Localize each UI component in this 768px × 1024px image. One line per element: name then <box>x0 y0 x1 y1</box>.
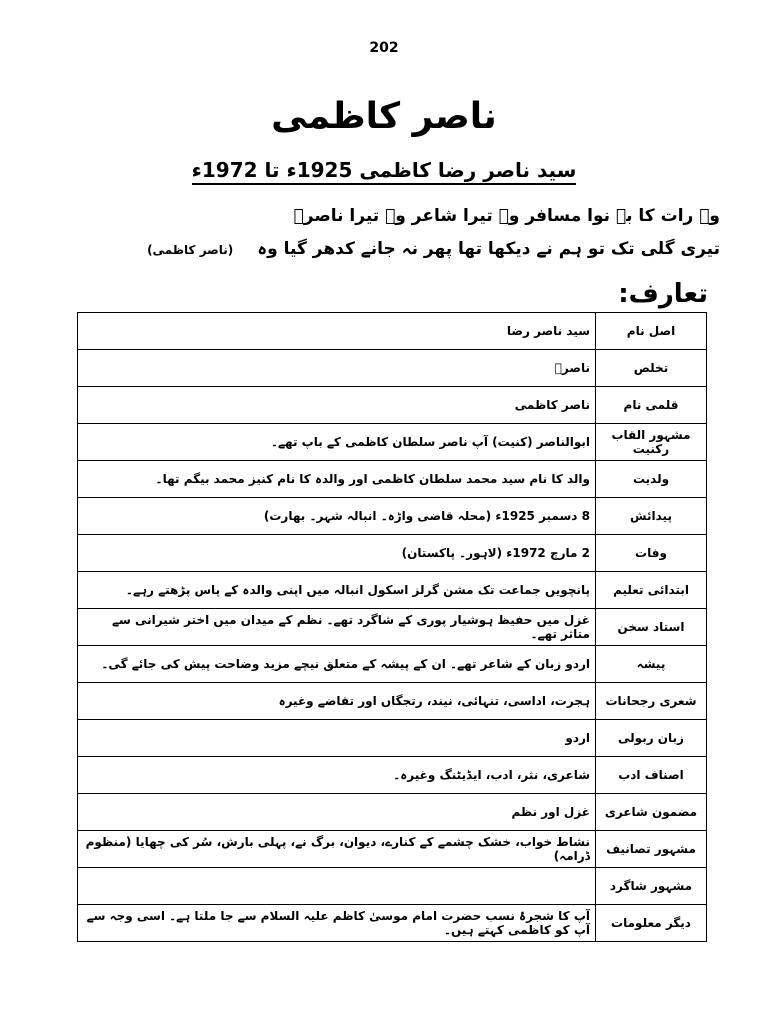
table-row <box>78 794 707 831</box>
table-row <box>78 868 707 905</box>
row-value: ناصرؔ <box>78 350 596 387</box>
row-value: نشاط خواب، خشک چشمے کے کنارے، دیوان، برگ نے، پہلی بارش، سُر کی چھایا (منظوم ڈرامہ) <box>78 831 596 868</box>
table-row <box>78 609 707 646</box>
row-value: اردو زبان کے شاعر تھے۔ ان کے پیشہ کے متعلق نیچے مزید وضاحت پیش کی جائے گی۔ <box>78 646 596 683</box>
page-number: 202 <box>369 40 399 56</box>
row-label: مشہور تصانیف <box>596 831 707 868</box>
introduction-table-body <box>78 313 707 942</box>
table-row <box>78 498 707 535</box>
section-heading-introduction: تعارف: <box>618 279 708 309</box>
table-row <box>78 535 707 572</box>
row-value <box>78 868 596 905</box>
row-label: اصناف ادب <box>596 757 707 794</box>
row-value: آپ کا شجرۂ نسب حضرت امام موسیٰ کاظم علیہ السلام سے جا ملتا ہے۔ اسی وجہ سے آپ کو کاظمی کہتے ہیں۔ <box>78 905 596 942</box>
row-label: دیگر معلومات <box>596 905 707 942</box>
table-row <box>78 424 707 461</box>
row-value: سید ناصر رضا <box>78 313 596 350</box>
row-value: ابوالناصر (کنیت) آپ ناصر سلطان کاظمی کے باپ تھے۔ <box>78 424 596 461</box>
row-value: ہجرت، اداسی، تنہائی، نیند، رتجگاں اور تقاضے وغیرہ <box>78 683 596 720</box>
row-label: استاد سخن <box>596 609 707 646</box>
row-label: ابتدائی تعلیم <box>596 572 707 609</box>
row-label: ولدیت <box>596 461 707 498</box>
subtitle-text: سید ناصر رضا کاظمی 1925ء تا 1972ء <box>192 158 577 185</box>
table-row <box>78 313 707 350</box>
row-label: شعری رجحانات <box>596 683 707 720</box>
row-value: غزل اور نظم <box>78 794 596 831</box>
row-label: اصل نام <box>596 313 707 350</box>
row-value: ناصر کاظمی <box>78 387 596 424</box>
row-value: اردو <box>78 720 596 757</box>
row-value: 8 دسمبر 1925ء (محلہ قاضی واڑہ۔ انبالہ شہر۔ بھارت) <box>78 498 596 535</box>
row-value: والد کا نام سید محمد سلطان کاظمی اور والدہ کا نام کنیز محمد بیگم تھا۔ <box>78 461 596 498</box>
table-row <box>78 683 707 720</box>
table-row <box>78 757 707 794</box>
row-label: پیشہ <box>596 646 707 683</box>
table-row <box>78 572 707 609</box>
verse-line-2-text: تیری گلی تک تو ہم نے دیکھا تھا پھر نہ جانے کدھر گیا وہ <box>257 239 720 259</box>
row-label: پیدائش <box>596 498 707 535</box>
table-row <box>78 720 707 757</box>
verse-line-2 <box>100 238 720 259</box>
row-label: مضمون شاعری <box>596 794 707 831</box>
row-label: مشہور شاگرد <box>596 868 707 905</box>
row-label: مشہور القاب رکنیت <box>596 424 707 461</box>
row-label: زبان ربولی <box>596 720 707 757</box>
poet-signature: (ناصر کاظمی) <box>147 243 234 257</box>
row-label: وفات <box>596 535 707 572</box>
table-row <box>78 831 707 868</box>
introduction-table <box>77 312 707 942</box>
table-row <box>78 350 707 387</box>
verse-line-1: وہ رات کا بے نوا مسافر وہ تیرا شاعر وہ تیرا ناصرؔ <box>293 206 720 226</box>
table-row <box>78 387 707 424</box>
row-value: شاعری، نثر، ادب، ایڈیٹنگ وغیرہ۔ <box>78 757 596 794</box>
page-subtitle <box>0 158 768 182</box>
row-value: غزل میں حفیظ ہوشیار پوری کے شاگرد تھے۔ نظم کے میدان میں اختر شیرانی سے متاثر تھے۔ <box>78 609 596 646</box>
table-row <box>78 905 707 942</box>
row-label: قلمی نام <box>596 387 707 424</box>
row-value: 2 مارچ 1972ء (لاہور۔ پاکستان) <box>78 535 596 572</box>
row-value: پانچویں جماعت تک مشن گرلز اسکول انبالہ میں اپنی والدہ کے پاس پڑھتے رہے۔ <box>78 572 596 609</box>
row-label: تخلص <box>596 350 707 387</box>
table-row <box>78 646 707 683</box>
page-title: ناصر کاظمی <box>271 96 497 137</box>
table-row <box>78 461 707 498</box>
